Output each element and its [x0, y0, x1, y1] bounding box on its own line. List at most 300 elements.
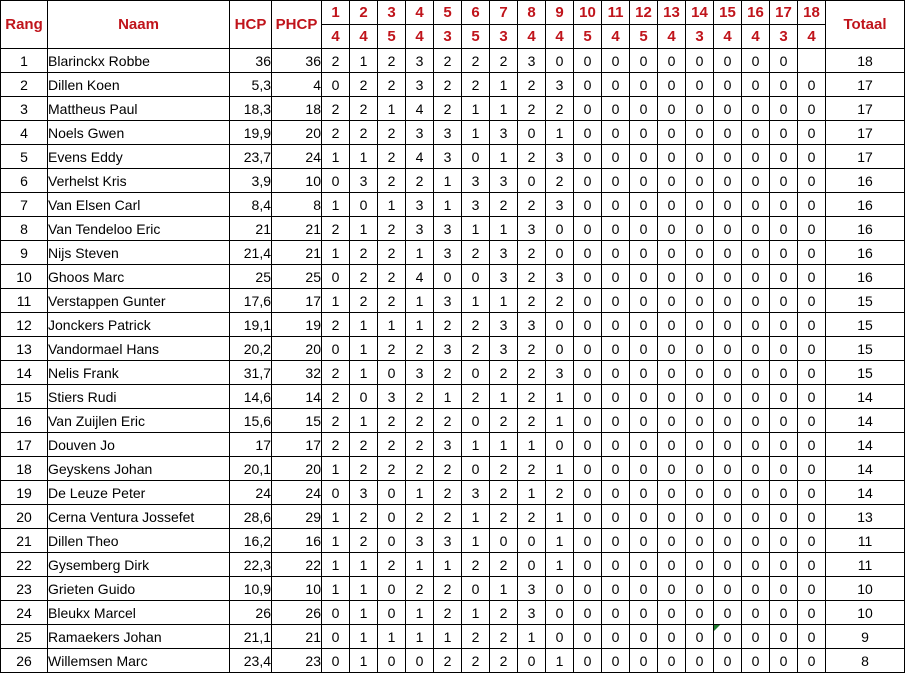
- hole-score-cell: 3: [518, 313, 546, 337]
- table-row: [1, 169, 905, 193]
- hole-score-cell: 2: [406, 337, 434, 361]
- hole-score-cell: 0: [462, 457, 490, 481]
- hole-score-cell: 0: [770, 505, 798, 529]
- column-header-rank: Rang: [1, 1, 48, 49]
- hole-score-cell: 0: [798, 409, 826, 433]
- hole-score-cell: 2: [518, 97, 546, 121]
- phcp-cell: 36: [272, 49, 322, 73]
- table-row: [1, 313, 905, 337]
- hole-score-cell: 0: [546, 433, 574, 457]
- hole-score-cell: 0: [770, 289, 798, 313]
- phcp-cell: 8: [272, 193, 322, 217]
- hole-score-cell: 0: [798, 481, 826, 505]
- hole-score-cell: 0: [742, 49, 770, 73]
- player-name-cell: Vandormael Hans: [48, 337, 230, 361]
- hole-score-cell: 2: [434, 649, 462, 673]
- hole-score-cell: 1: [350, 409, 378, 433]
- hole-score-cell: 0: [378, 505, 406, 529]
- hole-score-cell: 0: [770, 337, 798, 361]
- hole-score-cell: 0: [714, 601, 742, 625]
- rank-cell: 2: [1, 73, 48, 97]
- hole-score-cell: 0: [714, 121, 742, 145]
- hole-score-cell: 0: [546, 313, 574, 337]
- hole-score-cell: 0: [658, 529, 686, 553]
- hole-par-14: 3: [686, 25, 714, 49]
- hole-score-cell: 0: [630, 649, 658, 673]
- hole-score-cell: 3: [434, 433, 462, 457]
- hole-score-cell: 0: [798, 145, 826, 169]
- player-name-cell: Cerna Ventura Jossefet: [48, 505, 230, 529]
- table-row: [1, 49, 905, 73]
- hole-score-cell: 0: [686, 193, 714, 217]
- table-row: [1, 265, 905, 289]
- phcp-cell: 29: [272, 505, 322, 529]
- hole-score-cell: 1: [350, 601, 378, 625]
- table-row: [1, 337, 905, 361]
- rank-cell: 15: [1, 385, 48, 409]
- table-row: [1, 577, 905, 601]
- hole-score-cell: 1: [378, 313, 406, 337]
- hole-score-cell: 2: [350, 529, 378, 553]
- hole-score-cell: 3: [518, 601, 546, 625]
- phcp-cell: 16: [272, 529, 322, 553]
- hole-score-cell: 0: [770, 577, 798, 601]
- total-cell: 17: [826, 145, 905, 169]
- hole-score-cell: 1: [350, 649, 378, 673]
- player-name-cell: Jonckers Patrick: [48, 313, 230, 337]
- hole-score-cell: 2: [406, 577, 434, 601]
- hole-score-cell: 0: [714, 361, 742, 385]
- hole-score-cell: 0: [574, 49, 602, 73]
- hole-score-cell: 2: [518, 289, 546, 313]
- hole-score-cell: 0: [686, 241, 714, 265]
- hole-score-cell: 1: [462, 505, 490, 529]
- table-row: [1, 481, 905, 505]
- hole-score-cell: 3: [406, 121, 434, 145]
- hole-score-cell: 0: [798, 169, 826, 193]
- hole-score-cell: 0: [602, 481, 630, 505]
- hole-score-cell: 0: [462, 145, 490, 169]
- hcp-cell: 21,4: [230, 241, 272, 265]
- hcp-cell: 14,6: [230, 385, 272, 409]
- hole-score-cell: 1: [434, 385, 462, 409]
- hole-par-12: 5: [630, 25, 658, 49]
- hole-score-cell: 2: [406, 409, 434, 433]
- player-name-cell: Nelis Frank: [48, 361, 230, 385]
- hole-score-cell: 1: [350, 553, 378, 577]
- hcp-cell: 26: [230, 601, 272, 625]
- phcp-cell: 10: [272, 169, 322, 193]
- hole-score-cell: 0: [518, 169, 546, 193]
- hole-score-cell: 2: [350, 241, 378, 265]
- hole-score-cell: 1: [378, 193, 406, 217]
- phcp-cell: 21: [272, 625, 322, 649]
- hole-score-cell: 0: [546, 49, 574, 73]
- total-cell: 8: [826, 649, 905, 673]
- total-cell: 17: [826, 121, 905, 145]
- hole-score-cell: 1: [462, 217, 490, 241]
- hole-score-cell: 2: [350, 433, 378, 457]
- hole-score-cell: 3: [490, 169, 518, 193]
- hole-score-cell: 1: [490, 217, 518, 241]
- hole-score-cell: 3: [546, 145, 574, 169]
- total-cell: 15: [826, 289, 905, 313]
- hole-score-cell: 0: [658, 217, 686, 241]
- hole-score-cell: 2: [462, 649, 490, 673]
- hole-score-cell: 0: [462, 361, 490, 385]
- hole-score-cell: 0: [658, 577, 686, 601]
- hole-score-cell: 0: [602, 121, 630, 145]
- rank-cell: 3: [1, 97, 48, 121]
- hole-score-cell: 0: [658, 457, 686, 481]
- hole-score-cell: 0: [602, 601, 630, 625]
- total-cell: 15: [826, 361, 905, 385]
- rank-cell: 26: [1, 649, 48, 673]
- hole-score-cell: 0: [798, 457, 826, 481]
- player-name-cell: Douven Jo: [48, 433, 230, 457]
- table-row: [1, 241, 905, 265]
- hole-score-cell: 0: [658, 649, 686, 673]
- hole-score-cell: 0: [322, 265, 350, 289]
- hole-score-cell: 0: [518, 121, 546, 145]
- hole-score-cell: 0: [658, 385, 686, 409]
- hole-score-cell: 1: [462, 601, 490, 625]
- hole-score-cell: 0: [798, 313, 826, 337]
- hole-score-cell: 0: [714, 433, 742, 457]
- hole-score-cell: 1: [406, 625, 434, 649]
- hole-par-18: 4: [798, 25, 826, 49]
- hole-score-cell: 0: [602, 169, 630, 193]
- player-name-cell: Gysemberg Dirk: [48, 553, 230, 577]
- player-name-cell: Willemsen Marc: [48, 649, 230, 673]
- hole-score-cell: 0: [658, 601, 686, 625]
- hole-score-cell: 1: [490, 97, 518, 121]
- hcp-cell: 21,1: [230, 625, 272, 649]
- hole-par-15: 4: [714, 25, 742, 49]
- hole-score-cell: 0: [798, 97, 826, 121]
- hole-score-cell: 0: [770, 433, 798, 457]
- hole-score-cell: 0: [658, 625, 686, 649]
- hole-number-10: 10: [574, 1, 602, 25]
- phcp-cell: 20: [272, 337, 322, 361]
- hole-score-cell: 0: [770, 649, 798, 673]
- hole-score-cell: 1: [546, 457, 574, 481]
- hole-score-cell: 1: [462, 97, 490, 121]
- hole-score-cell: 3: [518, 217, 546, 241]
- hole-score-cell: 1: [350, 49, 378, 73]
- hole-score-cell: 4: [406, 97, 434, 121]
- hole-score-cell: 0: [546, 577, 574, 601]
- player-name-cell: Van Zuijlen Eric: [48, 409, 230, 433]
- hole-score-cell: 1: [434, 625, 462, 649]
- hole-score-cell: 3: [406, 217, 434, 241]
- hole-score-cell: 0: [798, 649, 826, 673]
- player-name-cell: Dillen Theo: [48, 529, 230, 553]
- hole-score-cell: 0: [574, 601, 602, 625]
- total-cell: 17: [826, 73, 905, 97]
- hole-score-cell: 0: [686, 481, 714, 505]
- hole-score-cell: 2: [322, 121, 350, 145]
- rank-cell: 19: [1, 481, 48, 505]
- hole-score-cell: 0: [742, 505, 770, 529]
- hole-score-cell: 0: [658, 505, 686, 529]
- hole-score-cell: 2: [490, 601, 518, 625]
- hole-number-5: 5: [434, 1, 462, 25]
- hole-score-cell: 3: [406, 361, 434, 385]
- hole-score-cell: 0: [742, 625, 770, 649]
- hole-score-cell: 0: [686, 337, 714, 361]
- hole-score-cell: 3: [350, 481, 378, 505]
- hole-score-cell: 0: [630, 601, 658, 625]
- table-row: [1, 121, 905, 145]
- hole-score-cell: 2: [490, 193, 518, 217]
- hole-score-cell: 1: [434, 193, 462, 217]
- player-name-cell: Nijs Steven: [48, 241, 230, 265]
- hole-score-cell: 1: [406, 313, 434, 337]
- hole-score-cell: 0: [574, 625, 602, 649]
- hole-score-cell: 0: [602, 289, 630, 313]
- hole-score-cell: 0: [630, 529, 658, 553]
- phcp-cell: 26: [272, 601, 322, 625]
- player-name-cell: Noels Gwen: [48, 121, 230, 145]
- hole-score-cell: 2: [378, 409, 406, 433]
- hole-score-cell: 1: [322, 529, 350, 553]
- hole-score-cell: 0: [798, 553, 826, 577]
- phcp-cell: 24: [272, 145, 322, 169]
- hole-score-cell: 0: [714, 169, 742, 193]
- hole-score-cell: 3: [462, 193, 490, 217]
- hole-score-cell: 0: [630, 385, 658, 409]
- hole-score-cell: 0: [602, 97, 630, 121]
- hole-score-cell: 2: [462, 241, 490, 265]
- table-row: [1, 217, 905, 241]
- hole-number-4: 4: [406, 1, 434, 25]
- hole-score-cell: 3: [406, 49, 434, 73]
- hole-number-12: 12: [630, 1, 658, 25]
- hole-score-cell: 0: [546, 217, 574, 241]
- hole-score-cell: 2: [546, 289, 574, 313]
- hole-score-cell: 1: [406, 601, 434, 625]
- hole-score-cell: 0: [574, 289, 602, 313]
- hole-score-cell: 0: [742, 409, 770, 433]
- table-row: [1, 145, 905, 169]
- hole-score-cell: 0: [742, 121, 770, 145]
- hole-score-cell: 0: [630, 409, 658, 433]
- rank-cell: 7: [1, 193, 48, 217]
- hole-score-cell: 0: [350, 193, 378, 217]
- hole-score-cell: 1: [350, 577, 378, 601]
- hole-score-cell: 0: [686, 529, 714, 553]
- hole-score-cell: 0: [658, 289, 686, 313]
- total-cell: 14: [826, 409, 905, 433]
- hole-score-cell: 3: [406, 73, 434, 97]
- hole-score-cell: 0: [742, 649, 770, 673]
- hole-score-cell: 0: [686, 97, 714, 121]
- total-cell: 16: [826, 193, 905, 217]
- hole-score-cell: 0: [462, 409, 490, 433]
- hole-score-cell: 3: [434, 121, 462, 145]
- hole-score-cell: 0: [714, 505, 742, 529]
- hole-score-cell: 0: [630, 505, 658, 529]
- hole-score-cell: [798, 49, 826, 73]
- total-cell: 17: [826, 97, 905, 121]
- hole-score-cell: 2: [434, 505, 462, 529]
- hole-score-cell: 3: [490, 265, 518, 289]
- hole-score-cell: 0: [602, 385, 630, 409]
- hole-score-cell: 0: [574, 457, 602, 481]
- hole-score-cell: 1: [546, 649, 574, 673]
- hole-score-cell: 0: [770, 193, 798, 217]
- hole-score-cell: 0: [602, 265, 630, 289]
- hole-score-cell: 0: [658, 313, 686, 337]
- hole-score-cell: 0: [546, 337, 574, 361]
- hole-score-cell: 3: [434, 529, 462, 553]
- hole-score-cell: 0: [798, 337, 826, 361]
- hole-score-cell: 0: [770, 409, 798, 433]
- player-name-cell: Bleukx Marcel: [48, 601, 230, 625]
- hole-score-cell: 1: [322, 193, 350, 217]
- hcp-cell: 15,6: [230, 409, 272, 433]
- hcp-cell: 20,2: [230, 337, 272, 361]
- hole-score-cell: 2: [322, 97, 350, 121]
- hole-score-cell: 0: [630, 481, 658, 505]
- rank-cell: 17: [1, 433, 48, 457]
- rank-cell: 24: [1, 601, 48, 625]
- hole-score-cell: 2: [434, 409, 462, 433]
- hole-score-cell: 0: [714, 577, 742, 601]
- hole-par-9: 4: [546, 25, 574, 49]
- hole-score-cell: 0: [770, 457, 798, 481]
- hole-score-cell: 0: [630, 145, 658, 169]
- hole-score-cell: 1: [378, 97, 406, 121]
- hole-score-cell: 2: [350, 457, 378, 481]
- hole-score-cell: 0: [686, 553, 714, 577]
- hole-score-cell: 0: [714, 145, 742, 169]
- column-header-name: Naam: [48, 1, 230, 49]
- total-cell: 10: [826, 601, 905, 625]
- hole-score-cell: 2: [378, 217, 406, 241]
- hole-score-cell: 1: [490, 385, 518, 409]
- hole-score-cell: 0: [602, 577, 630, 601]
- hole-score-cell: 0: [658, 169, 686, 193]
- table-row: [1, 529, 905, 553]
- hole-score-cell: 0: [574, 145, 602, 169]
- hole-score-cell: 0: [574, 337, 602, 361]
- hole-score-cell: 3: [434, 337, 462, 361]
- hole-score-cell: 3: [406, 193, 434, 217]
- table-body: [1, 49, 905, 673]
- hole-score-cell: 0: [798, 577, 826, 601]
- hole-score-cell: 0: [714, 289, 742, 313]
- total-cell: 14: [826, 457, 905, 481]
- hole-score-cell: 0: [686, 121, 714, 145]
- hole-score-cell: 3: [546, 361, 574, 385]
- hole-par-3: 5: [378, 25, 406, 49]
- hole-score-cell: 1: [406, 289, 434, 313]
- hole-par-7: 3: [490, 25, 518, 49]
- hole-score-cell: 0: [714, 529, 742, 553]
- hole-score-cell: 2: [406, 385, 434, 409]
- hole-score-cell: 2: [490, 361, 518, 385]
- hole-score-cell: 0: [602, 553, 630, 577]
- hcp-cell: 10,9: [230, 577, 272, 601]
- hole-score-cell: 2: [378, 121, 406, 145]
- hole-par-8: 4: [518, 25, 546, 49]
- hole-score-cell: 2: [462, 553, 490, 577]
- hole-score-cell: 0: [798, 433, 826, 457]
- hcp-cell: 19,9: [230, 121, 272, 145]
- player-name-cell: Ghoos Marc: [48, 265, 230, 289]
- hole-score-cell: 0: [602, 529, 630, 553]
- hole-score-cell: 0: [770, 121, 798, 145]
- hole-score-cell: 2: [378, 553, 406, 577]
- hole-score-cell: 0: [378, 601, 406, 625]
- hole-score-cell: 0: [686, 313, 714, 337]
- player-name-cell: Verhelst Kris: [48, 169, 230, 193]
- hole-score-cell: 1: [322, 289, 350, 313]
- hcp-cell: 17: [230, 433, 272, 457]
- hole-score-cell: 0: [686, 433, 714, 457]
- hole-score-cell: 0: [574, 649, 602, 673]
- hole-score-cell: 0: [770, 625, 798, 649]
- hole-score-cell: 0: [742, 97, 770, 121]
- hole-score-cell: 0: [770, 529, 798, 553]
- hole-score-cell: 0: [742, 457, 770, 481]
- hcp-cell: 21: [230, 217, 272, 241]
- rank-cell: 20: [1, 505, 48, 529]
- phcp-cell: 17: [272, 433, 322, 457]
- hole-score-cell: 0: [630, 313, 658, 337]
- hole-score-cell: 0: [602, 625, 630, 649]
- hole-score-cell: 0: [630, 553, 658, 577]
- column-header-phcp: PHCP: [272, 1, 322, 49]
- hole-number-11: 11: [602, 1, 630, 25]
- player-name-cell: Ramaekers Johan: [48, 625, 230, 649]
- hcp-cell: 23,7: [230, 145, 272, 169]
- hole-score-cell: 0: [658, 337, 686, 361]
- hole-score-cell: 0: [714, 385, 742, 409]
- table-row: [1, 505, 905, 529]
- hole-score-cell: 0: [742, 385, 770, 409]
- hole-score-cell: 3: [378, 385, 406, 409]
- hole-score-cell: 2: [322, 313, 350, 337]
- hole-score-cell: 0: [798, 601, 826, 625]
- hole-score-cell: 3: [518, 577, 546, 601]
- hole-score-cell: 0: [714, 241, 742, 265]
- hole-score-cell: 0: [574, 409, 602, 433]
- hole-score-cell: 2: [434, 73, 462, 97]
- player-name-cell: Blarinckx Robbe: [48, 49, 230, 73]
- hole-score-cell: 0: [574, 385, 602, 409]
- player-name-cell: Stiers Rudi: [48, 385, 230, 409]
- hole-score-cell: 1: [546, 409, 574, 433]
- hole-score-cell: 0: [322, 601, 350, 625]
- hole-score-cell: 0: [546, 241, 574, 265]
- hole-score-cell: 2: [350, 265, 378, 289]
- table-row: [1, 649, 905, 673]
- hole-score-cell: 0: [546, 601, 574, 625]
- hole-score-cell: 0: [574, 529, 602, 553]
- phcp-cell: 32: [272, 361, 322, 385]
- hole-score-cell: 0: [658, 193, 686, 217]
- hole-score-cell: 0: [630, 121, 658, 145]
- hole-score-cell: 0: [686, 217, 714, 241]
- hole-score-cell: 1: [518, 625, 546, 649]
- hole-score-cell: 0: [658, 265, 686, 289]
- hole-score-cell: 0: [798, 289, 826, 313]
- hcp-cell: 24: [230, 481, 272, 505]
- hole-score-cell: 1: [322, 553, 350, 577]
